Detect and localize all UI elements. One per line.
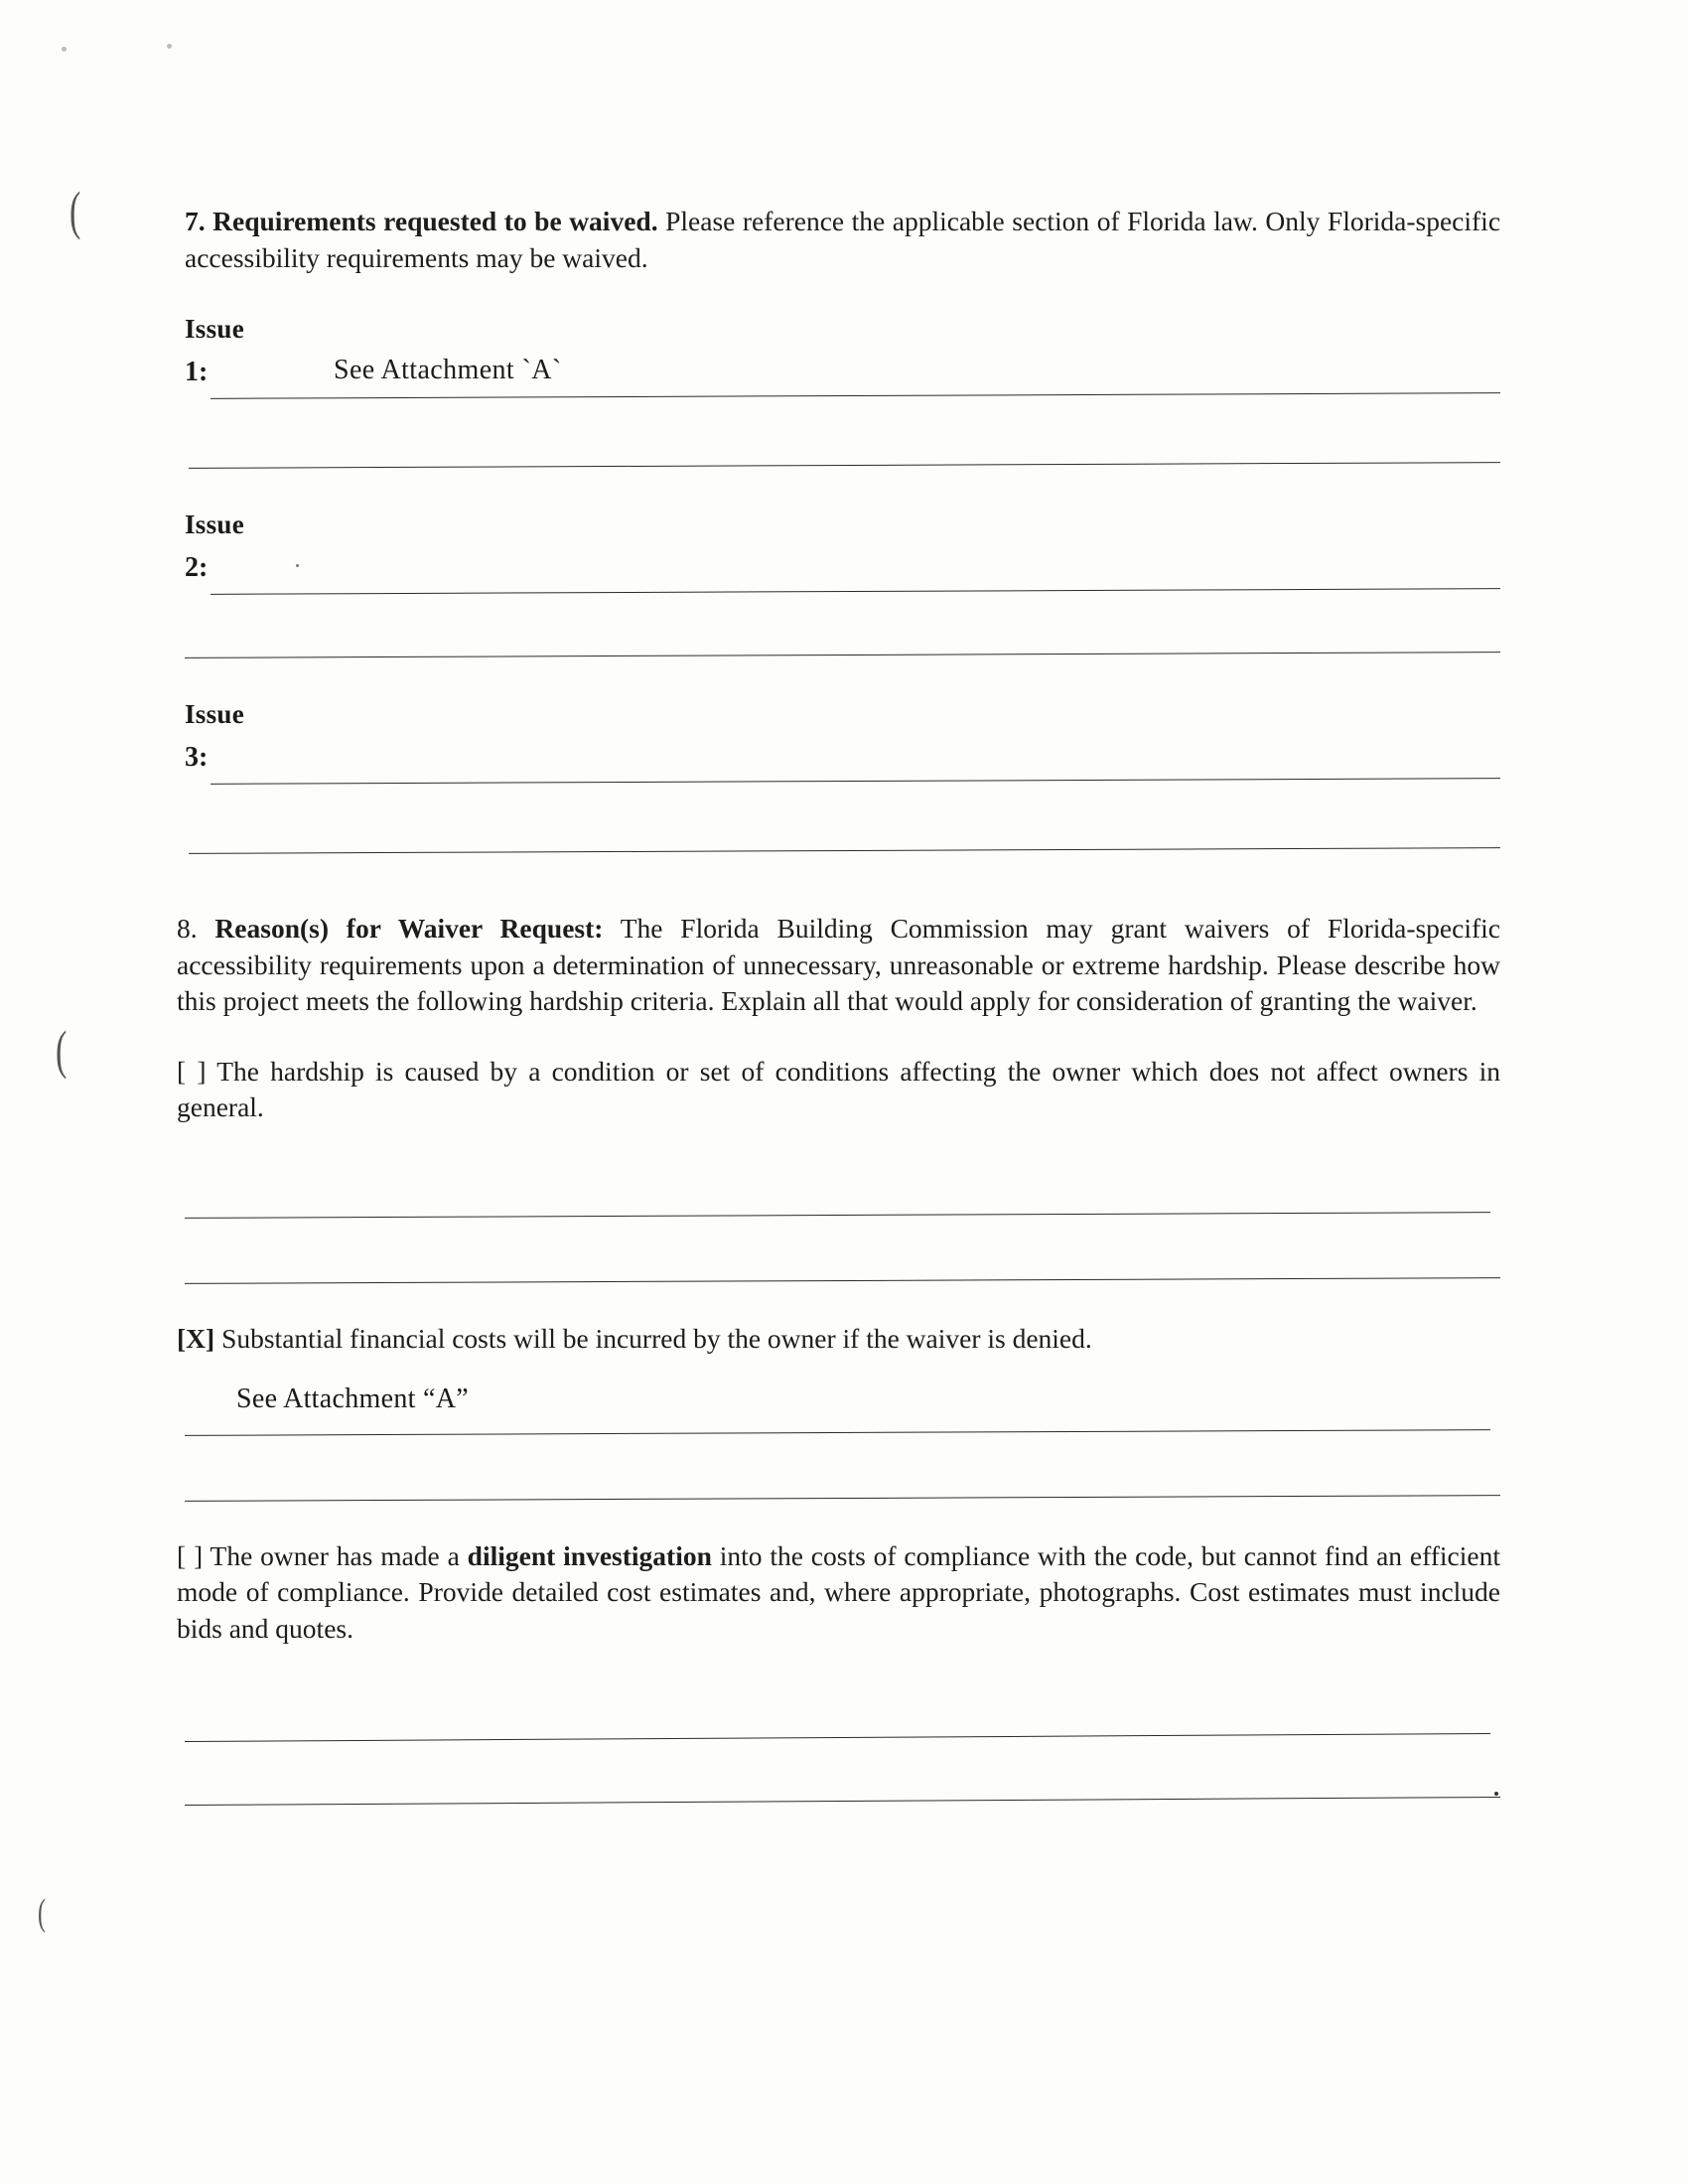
criterion-3-continuation-row[interactable] (185, 1744, 1500, 1808)
section-8-heading: Reason(s) for Waiver Request: (214, 913, 604, 945)
issue-1-number: 1: (185, 357, 209, 388)
criterion-2-continuation-rule (185, 1495, 1500, 1502)
issue-2-label: Issue (185, 510, 245, 540)
section-7-heading: Requirements requested to be waived. (212, 206, 658, 236)
issue-3-number: 3: (185, 742, 209, 774)
criterion-1[interactable] (177, 1054, 1500, 1126)
issue-1-rule (211, 392, 1500, 399)
issue-3-continuation-row[interactable] (185, 788, 1500, 857)
criterion-1-checkbox[interactable]: [ ] (177, 1055, 207, 1087)
margin-mark: ( (38, 1893, 46, 1935)
criterion-3-answer-rule (185, 1733, 1490, 1742)
scan-speck (1494, 1792, 1498, 1796)
issue-1-label: Issue (185, 314, 245, 345)
issue-2-rule (211, 588, 1500, 595)
criterion-2-answer: See Attachment “A” (236, 1383, 469, 1414)
scan-speck (296, 564, 299, 567)
margin-mark: ( (70, 182, 81, 241)
criterion-3-bold-phrase: diligent investigation (467, 1539, 712, 1571)
scan-speck (62, 47, 67, 52)
criterion-3[interactable] (177, 1538, 1500, 1648)
criterion-3-continuation-rule (185, 1797, 1500, 1806)
criterion-2-text: Substantial financial costs will be incurred by the owner if the waiver is denied. (221, 1322, 1092, 1354)
issue-1-continuation-row[interactable] (185, 402, 1500, 472)
issue-3-rule (211, 778, 1500, 785)
scan-speck (167, 44, 172, 49)
section-7-number: 7. (185, 206, 206, 236)
criterion-2-answer-row[interactable] (185, 1383, 1500, 1439)
issue-2-row[interactable] (185, 550, 1500, 598)
criterion-2-answer-rule (185, 1429, 1490, 1436)
section-8-body: The Florida Building Commission may grant waivers of Florida-specific accessibility requirements upon a determination of unnecessary, unreasonable or extreme hardship. Please describe how this project meets the following hardship criteria. Explain all that would apply for consideration of granting the waiver. (177, 913, 1500, 1017)
criterion-3-answer-row[interactable] (185, 1688, 1500, 1744)
criterion-1-continuation-row[interactable] (185, 1222, 1500, 1287)
criterion-3-checkbox[interactable]: [ ] (177, 1539, 204, 1571)
document-content (177, 204, 1501, 1808)
margin-mark: ( (56, 1021, 68, 1081)
issue-3-continuation-rule (189, 847, 1500, 854)
criterion-1-text: The hardship is caused by a condition or set of conditions affecting the owner which does not affect owners in general. (177, 1055, 1500, 1123)
issue-2-continuation-rule (185, 652, 1500, 658)
issue-1-value: See Attachment `A` (334, 355, 562, 386)
criterion-2[interactable] (177, 1321, 1500, 1358)
issue-3-row[interactable] (185, 740, 1500, 788)
criterion-1-continuation-rule (185, 1277, 1500, 1284)
criterion-1-answer-row[interactable] (185, 1166, 1500, 1222)
criterion-2-checkbox[interactable]: [X] (177, 1322, 215, 1354)
criterion-3-text-before: The owner has made a (210, 1539, 460, 1571)
issue-1-continuation-rule (189, 462, 1500, 469)
issue-2-continuation-row[interactable] (185, 598, 1500, 661)
issue-2-number: 2: (185, 552, 209, 584)
criterion-1-answer-rule (185, 1212, 1490, 1219)
issue-1-row[interactable] (185, 355, 1500, 402)
issue-3-label: Issue (185, 699, 245, 730)
section-8-paragraph (177, 911, 1500, 1020)
section-8-number: 8. (177, 913, 198, 945)
criterion-2-continuation-row[interactable] (185, 1439, 1500, 1505)
criterion-3-text-after: into the costs of compliance with the code, but cannot find an efficient mode of compliance. Provide detailed cost estimates and, where appropriate, photographs. Cost estimates must include bids and quotes. (177, 1539, 1501, 1644)
section-7-body: Please reference the applicable section of Florida law. Only Florida-specific accessibility requirements may be waived. (185, 206, 1501, 273)
section-7-paragraph (185, 204, 1500, 276)
